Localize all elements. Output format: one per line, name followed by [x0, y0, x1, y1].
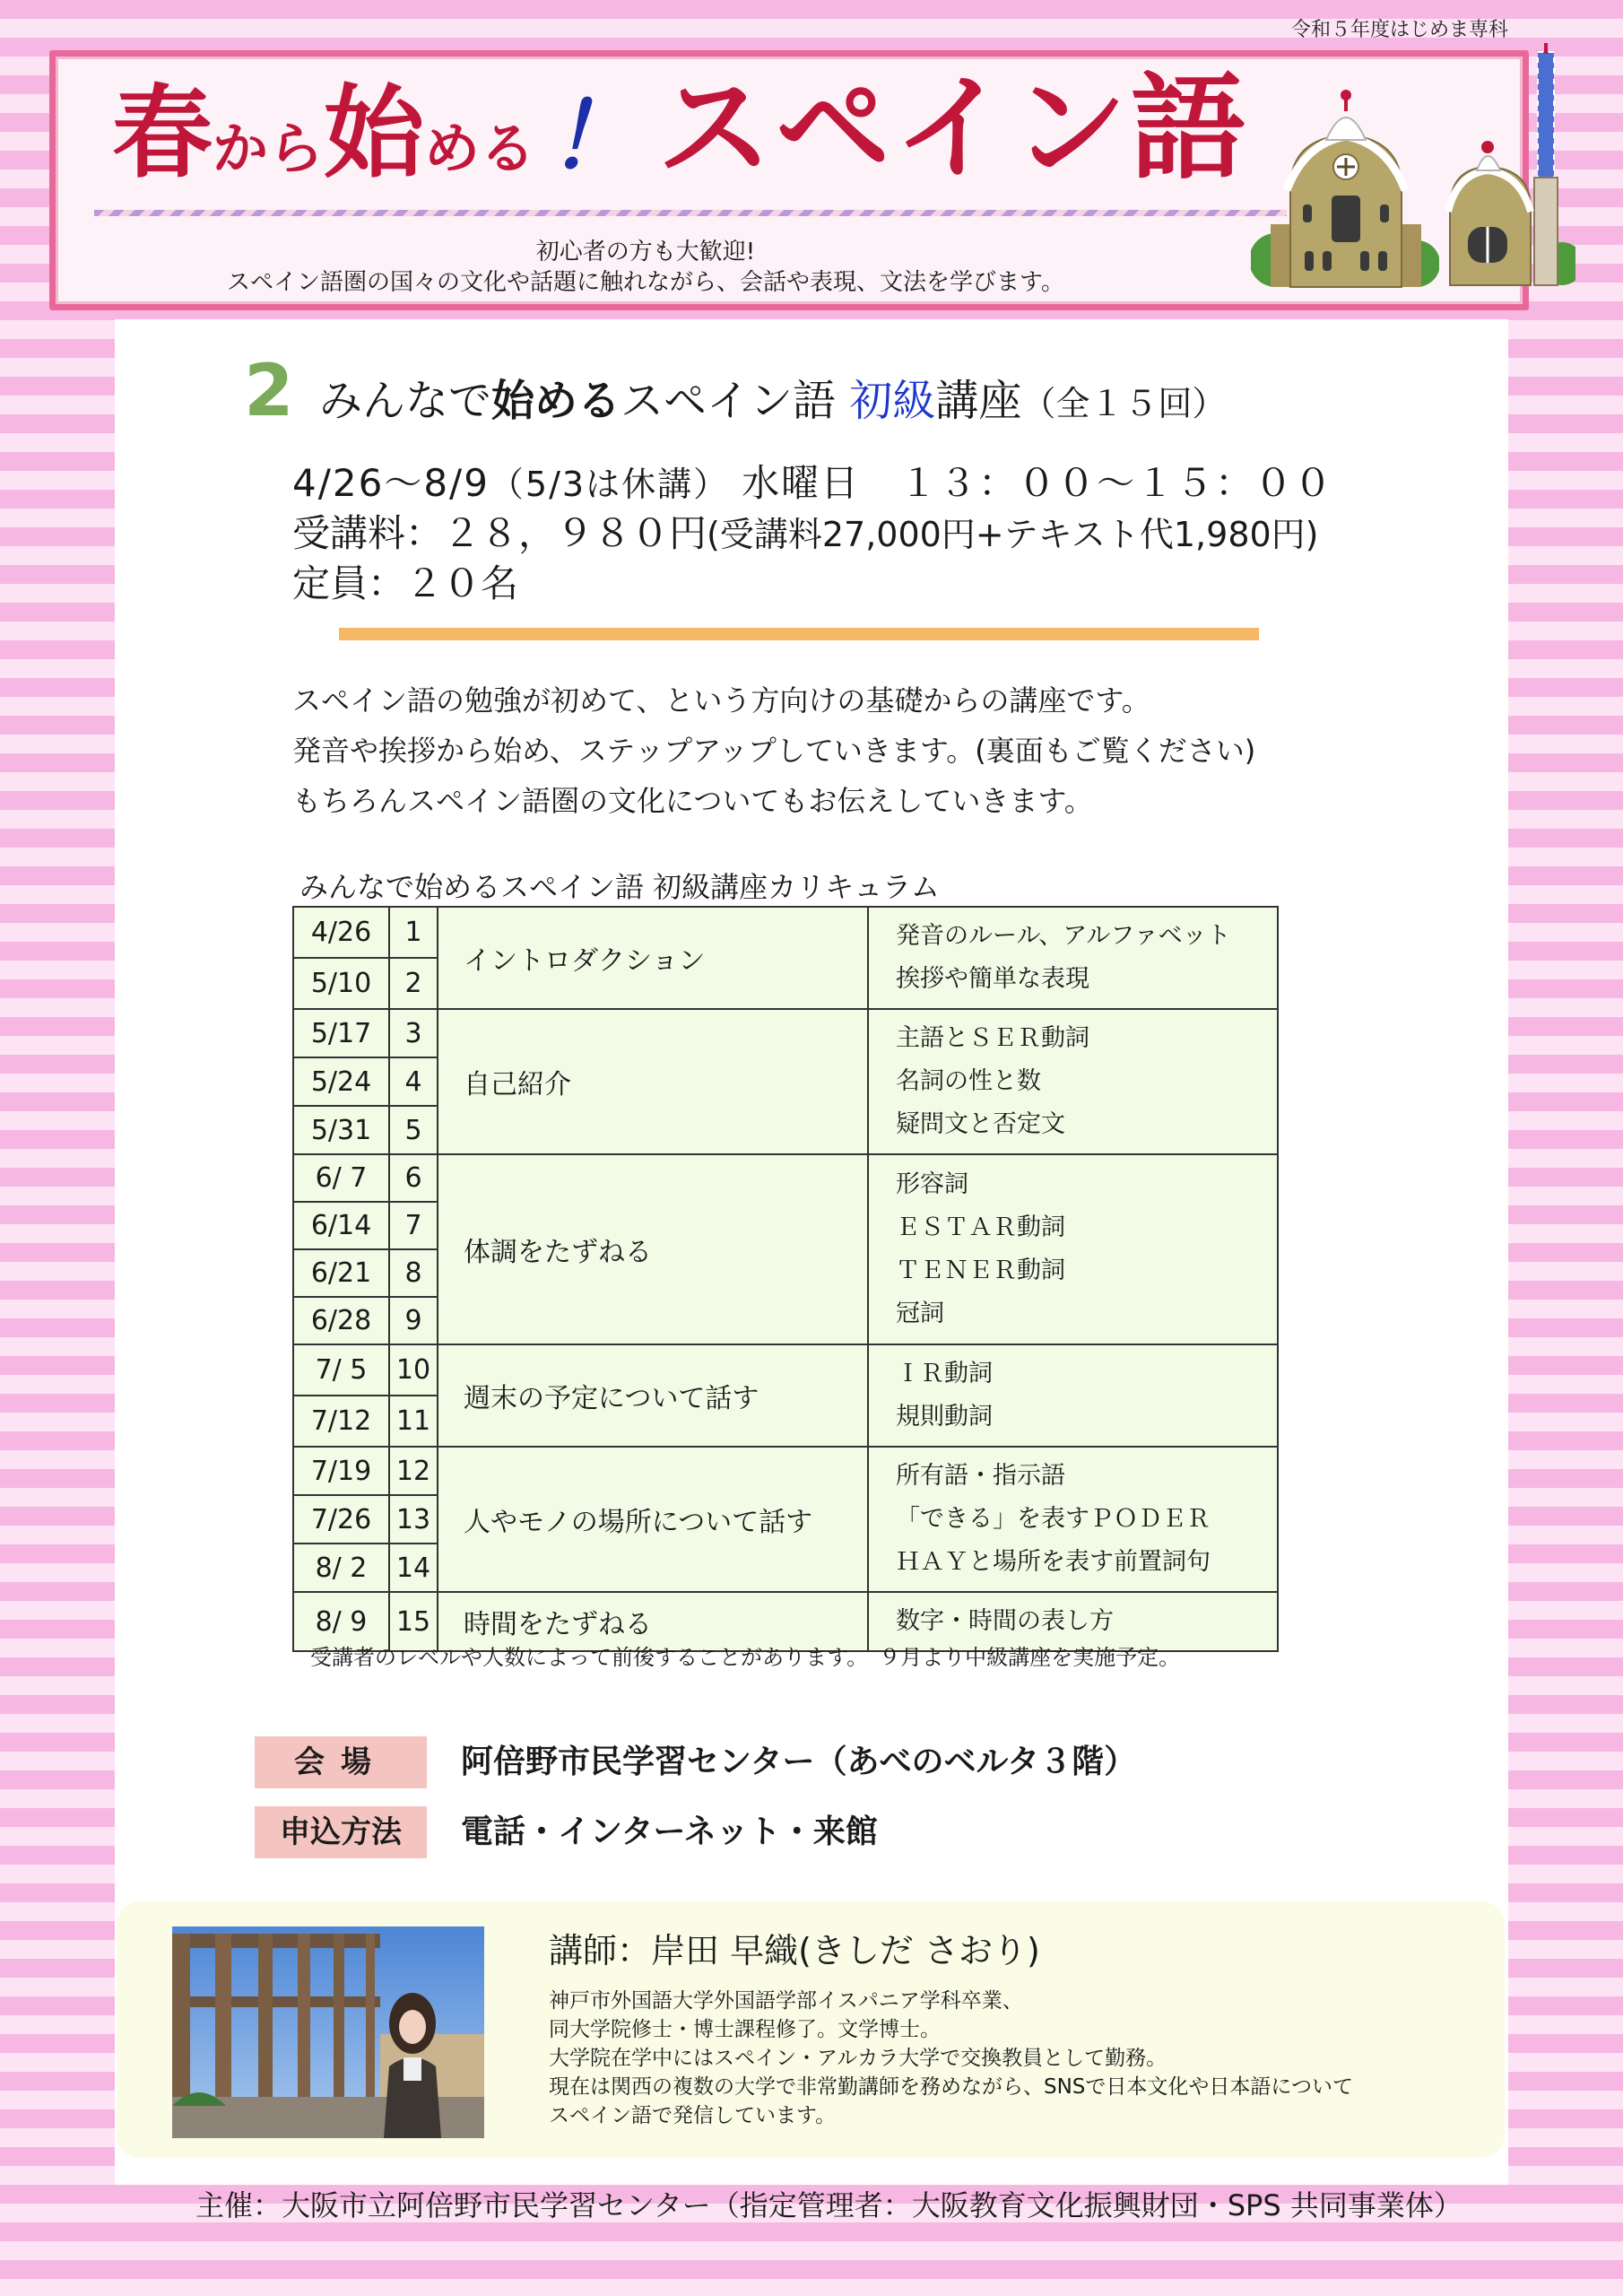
lecturer-bio: 大学院在学中にはスペイン・アルカラ大学で交換教員として勤務。 — [549, 2047, 1167, 2070]
session-topic: 自己紹介 — [438, 1009, 868, 1154]
application-value: 電話・インターネット・来館 — [461, 1813, 878, 1850]
intro-text: スペイン語の勉強が初めて、という方向けの基礎からの講座です。 — [292, 683, 1150, 718]
venue-label: 会場 — [255, 1736, 427, 1788]
lecturer-bio: 同大学院修士・博士課程修了。文学博士。 — [549, 2018, 941, 2041]
session-number: 11 — [389, 1396, 438, 1447]
banner-divider — [94, 210, 1287, 216]
church-tower-illustration — [1441, 43, 1575, 290]
course-dates-range: 4/26～8/9 — [292, 461, 490, 505]
title-part: める — [424, 116, 536, 181]
session-number: 2 — [389, 958, 438, 1009]
session-number: 7 — [389, 1202, 438, 1249]
session-date: 7/12 — [293, 1396, 389, 1447]
session-date: 7/26 — [293, 1495, 389, 1544]
session-date: 8/ 9 — [293, 1592, 389, 1651]
lecturer-bio: スペイン語で発信しています。 — [549, 2104, 837, 2127]
session-content — [868, 1344, 1278, 1447]
course-dates-time: 水曜日 １３：００～１５：００ — [742, 461, 1334, 505]
content-item: 疑問文と否定文 — [896, 1110, 1065, 1138]
lecturer-bio: 現在は関西の複数の大学で非常勤講師を務めながら、SNSで日本文化や日本語について — [549, 2075, 1353, 2099]
session-number: 10 — [389, 1344, 438, 1396]
title-part: 始 — [324, 75, 425, 192]
session-topic: 人やモノの場所について話す — [438, 1447, 868, 1592]
session-date: 6/28 — [293, 1297, 389, 1344]
title-exclamation: ！ — [548, 84, 638, 189]
session-number: 15 — [389, 1592, 438, 1651]
content-item: ＨＡＹと場所を表す前置詞句 — [896, 1548, 1211, 1576]
session-date: 6/ 7 — [293, 1154, 389, 1202]
session-date: 6/21 — [293, 1249, 389, 1297]
course-heading — [319, 366, 1226, 428]
content-item: ＥＳＴＡＲ動詞 — [896, 1213, 1065, 1241]
table-row — [293, 1009, 1278, 1057]
session-topic: イントロダクション — [438, 907, 868, 1009]
lecturer-bio: 神戸市外国語大学外国語学部イスパニア学科卒業、 — [549, 1989, 1023, 2013]
session-content — [868, 907, 1278, 1009]
content-item: 規則動詞 — [896, 1403, 993, 1431]
session-topic: 時間をたずねる — [438, 1592, 868, 1651]
section-divider — [339, 628, 1259, 640]
session-number: 14 — [389, 1544, 438, 1592]
content-item: 挨拶や簡単な表現 — [896, 965, 1089, 993]
curriculum-title: みんなで始めるスペイン語 初級講座カリキュラム — [299, 870, 940, 904]
curriculum-note: 受講者のレベルや人数によって前後することがあります。 ９月より中級講座を実施予定。 — [310, 1645, 1181, 1670]
course-dates-note: （5/3は休講） — [489, 465, 742, 504]
content-item: 形容詞 — [896, 1170, 968, 1198]
course-session-count: （全１５回） — [1021, 384, 1227, 423]
main-title — [112, 62, 1250, 196]
venue-value: 阿倍野市民学習センター（あべのベルタ３階） — [461, 1744, 1137, 1780]
session-number: 8 — [389, 1249, 438, 1297]
intro-text: 発音や挨拶から始め、ステップアップしていきます。(裏面もご覧ください) — [292, 734, 1256, 768]
content-item: 発音のルール、アルファベット — [896, 922, 1231, 950]
session-date: 4/26 — [293, 907, 389, 958]
course-heading-part: スペイン語 — [621, 376, 850, 426]
session-date: 5/31 — [293, 1106, 389, 1154]
application-label: 申込方法 — [255, 1806, 427, 1858]
course-fee — [292, 504, 1319, 558]
session-date: 7/ 5 — [293, 1344, 389, 1396]
content-item: 主語とＳＥＲ動詞 — [896, 1024, 1089, 1052]
session-content — [868, 1154, 1278, 1344]
session-date: 5/10 — [293, 958, 389, 1009]
session-number: 12 — [389, 1447, 438, 1495]
session-number: 9 — [389, 1297, 438, 1344]
session-number: 13 — [389, 1495, 438, 1544]
session-date: 5/17 — [293, 1009, 389, 1057]
table-row — [293, 1447, 1278, 1495]
header-label: 令和５年度はじめま専科 — [1290, 19, 1508, 41]
course-fee-breakdown: (受講料27,000円+テキスト代1,980円) — [707, 515, 1319, 554]
course-heading-part: 始める — [491, 376, 621, 426]
banner-subtitle: スペイン語圏の国々の文化や話題に触れながら、会話や表現、文法を学びます。 — [227, 269, 1064, 296]
lecturer-name: 講師：岸田 早織(きしだ さおり) — [549, 1931, 1040, 1970]
course-heading-part: みんなで — [319, 376, 492, 426]
session-date: 7/19 — [293, 1447, 389, 1495]
lecturer-photo — [172, 1926, 484, 2138]
content-item: 「できる」を表すＰＯＤＥＲ — [896, 1505, 1211, 1533]
intro-text: もちろんスペイン語圏の文化についてもお伝えしていきます。 — [292, 784, 1093, 818]
session-date: 8/ 2 — [293, 1544, 389, 1592]
session-topic: 体調をたずねる — [438, 1154, 868, 1344]
course-fee-total: 受講料：２８，９８０円 — [292, 511, 707, 555]
table-row — [293, 907, 1278, 958]
session-date: 6/14 — [293, 1202, 389, 1249]
banner-subtitle: 初心者の方も大歓迎! — [535, 239, 756, 265]
course-capacity: 定員：２０名 — [292, 561, 519, 605]
content-item: 冠詞 — [896, 1300, 944, 1327]
content-item: 所有語・指示語 — [896, 1462, 1065, 1490]
session-date: 5/24 — [293, 1057, 389, 1106]
content-item: ＴＥＮＥＲ動詞 — [896, 1257, 1065, 1284]
course-heading-part: 講座 — [935, 376, 1022, 426]
session-content — [868, 1447, 1278, 1592]
title-part: 春 — [112, 75, 213, 192]
session-number: 1 — [389, 907, 438, 958]
course-dates — [292, 454, 1333, 508]
church-illustration — [1251, 90, 1439, 291]
session-number: 4 — [389, 1057, 438, 1106]
organizer-text: 主催：大阪市立阿倍野市民学習センター（指定管理者：大阪教育文化振興財団・SPS 共同事業体） — [195, 2188, 1462, 2222]
session-number: 3 — [389, 1009, 438, 1057]
table-row — [293, 1154, 1278, 1202]
session-content — [868, 1009, 1278, 1154]
content-item: 名詞の性と数 — [896, 1067, 1041, 1095]
course-number: 2 — [244, 349, 294, 432]
session-topic: 週末の予定について話す — [438, 1344, 868, 1447]
course-level: 初級 — [849, 376, 936, 426]
title-part: スペイン語 — [657, 62, 1250, 196]
session-number: 5 — [389, 1106, 438, 1154]
content-item: ＩＲ動詞 — [896, 1360, 993, 1387]
title-part: から — [213, 116, 325, 181]
curriculum-table — [292, 906, 1279, 1652]
content-item: 数字・時間の表し方 — [896, 1607, 1114, 1635]
session-number: 6 — [389, 1154, 438, 1202]
table-row — [293, 1344, 1278, 1396]
